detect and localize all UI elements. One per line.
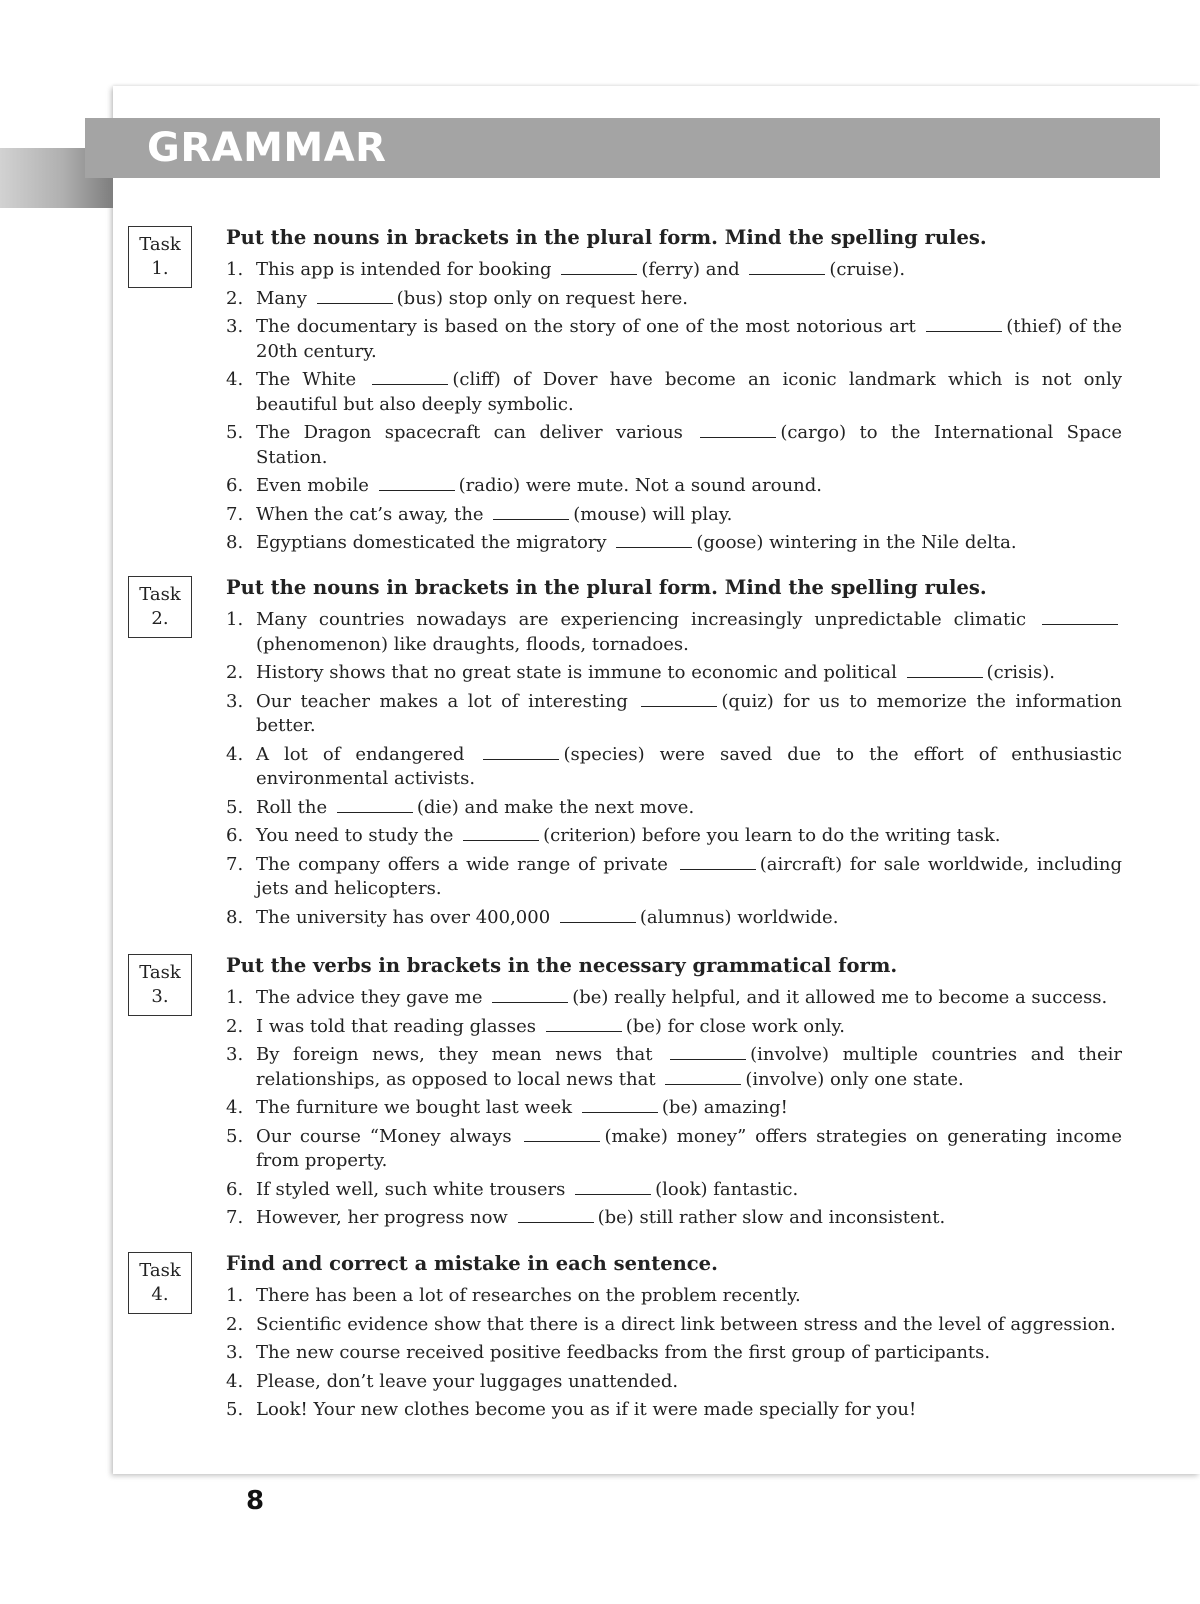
task-label-box [128,226,192,288]
exercise-item [226,1398,1122,1423]
item-text: (crisis). [986,662,1055,683]
item-number: 5. [226,796,244,818]
exercise-item [226,474,1122,499]
answer-blank[interactable] [907,663,983,678]
item-text: (alumnus) worldwide. [639,906,839,928]
item-number: 8. [226,532,244,553]
item-text: (cargo) to the International Space Station. [256,422,1122,468]
exercise-item [226,287,1122,312]
item-text: When the cat’s away, the [256,503,490,525]
item-number: 5. [226,422,244,443]
item-text: (criterion) before you learn to do the writing task. [543,825,1001,846]
item-number: 7. [226,1207,244,1228]
item-number: 6. [226,1178,244,1200]
section-header [85,118,1160,178]
exercise-item [226,1125,1122,1174]
exercise-item [226,824,1122,849]
item-number: 5. [226,1399,244,1420]
task-number: 3. [151,986,169,1007]
item-text: History shows that no great state is immune to economic and political [256,662,903,683]
task-label: Task [139,1260,181,1281]
item-text: (aircraft) for sale worldwide, including jets and helicopters. [256,853,1122,899]
task-instruction: Find and correct a mistake in each sentence. [226,1252,718,1275]
item-text: Our course “Money always [256,1125,521,1147]
item-number: 6. [226,825,244,846]
answer-blank[interactable] [749,260,825,275]
item-text: However, her progress now [256,1207,514,1228]
item-text: (involve) multiple countries and their relationships, as opposed to local news that [256,1044,1122,1090]
item-text: Please, don’t leave your luggages unattended. [256,1370,679,1392]
exercise-item [226,1178,1122,1203]
item-text: (involve) only one state. [745,1068,964,1090]
answer-blank[interactable] [560,908,636,923]
exercise-list [226,986,1122,1235]
item-text: I was told that reading glasses [256,1015,542,1037]
answer-blank[interactable] [372,370,448,385]
answer-blank[interactable] [492,988,568,1003]
exercise-list [226,608,1122,934]
answer-blank[interactable] [670,1045,746,1060]
item-text: (be) for close work only. [625,1015,845,1037]
exercise-item [226,906,1122,931]
item-text: Our teacher makes a lot of interesting [256,690,638,712]
item-text: Many countries nowadays are experiencing increasingly unpredictable climatic [256,609,1038,630]
item-text: This app is intended for booking [256,259,558,280]
exercise-list [226,1284,1122,1427]
task-label-box [128,576,192,638]
item-text: (radio) were mute. Not a sound around. [458,475,822,496]
item-text: (die) and make the next move. [416,796,695,818]
answer-blank[interactable] [700,423,776,438]
task-instruction: Put the nouns in brackets in the plural form. Mind the spelling rules. [226,226,987,249]
item-text: (quiz) for us to memorize the information better. [256,690,1123,736]
item-number: 4. [226,369,244,390]
answer-blank[interactable] [379,476,455,491]
exercise-item [226,986,1122,1011]
item-text: The Dragon spacecraft can deliver various [256,422,697,443]
item-number: 5. [226,1125,244,1147]
item-text: Roll the [256,796,333,818]
task-number: 4. [151,1284,169,1305]
item-text: (make) money” offers strategies on generating income from property. [256,1125,1122,1171]
item-number: 4. [226,1370,244,1392]
answer-blank[interactable] [561,260,637,275]
exercise-item [226,661,1122,686]
item-text: (be) really helpful, and it allowed me to become a success. [572,987,1108,1008]
item-number: 3. [226,690,244,712]
exercise-item [226,531,1122,556]
item-text: If styled well, such white trousers [256,1178,572,1200]
item-text: The advice they gave me [256,987,489,1008]
exercise-item [226,1206,1122,1231]
item-text: The documentary is based on the story of one of the most notorious art [256,316,923,337]
item-text: The university has over 400,000 [256,906,556,928]
item-number: 2. [226,662,244,683]
item-text: (mouse) will play. [573,503,733,525]
exercise-item [226,1096,1122,1121]
item-text: (cliff) of Dover have become an iconic landmark which is not only beautiful but also deeply symbolic. [256,369,1123,415]
item-text: Look! Your new clothes become you as if it were made specially for you! [256,1399,917,1420]
item-text: By foreign news, they mean news that [256,1044,667,1065]
item-number: 1. [226,987,244,1008]
answer-blank[interactable] [680,855,756,870]
answer-blank[interactable] [524,1127,600,1142]
exercise-item [226,1043,1122,1092]
item-text: Scientific evidence show that there is a direct link between stress and the level of aggression. [256,1313,1116,1335]
answer-blank[interactable] [483,745,559,760]
item-number: 1. [226,1285,244,1306]
exercise-item [226,853,1122,902]
exercise-item [226,503,1122,528]
item-number: 3. [226,1342,244,1363]
task-label-box [128,1252,192,1314]
exercise-item [226,1313,1122,1338]
exercise-item [226,743,1122,792]
exercise-list [226,258,1122,560]
answer-blank[interactable] [616,533,692,548]
item-number: 1. [226,259,244,280]
item-text: (phenomenon) like draughts, floods, tornadoes. [256,633,689,655]
item-text: (species) were saved due to the effort of enthusiastic environmental activists. [256,743,1122,789]
exercise-item [226,608,1122,657]
exercise-item [226,258,1122,283]
item-number: 1. [226,609,244,630]
item-number: 2. [226,1313,244,1335]
answer-blank[interactable] [518,1208,594,1223]
task-label-box [128,954,192,1016]
item-text: Even mobile [256,475,375,496]
task-instruction: Put the nouns in brackets in the plural form. Mind the spelling rules. [226,576,987,599]
item-text: The White [256,369,369,390]
item-number: 2. [226,1015,244,1037]
exercise-item [226,690,1122,739]
answer-blank[interactable] [582,1098,658,1113]
item-number: 4. [226,1097,244,1118]
exercise-item [226,1370,1122,1395]
item-text: (ferry) and [641,259,746,280]
item-text: (be) still rather slow and inconsistent. [597,1207,946,1228]
item-number: 3. [226,1044,244,1065]
exercise-item [226,1015,1122,1040]
item-number: 7. [226,853,244,875]
task-label: Task [139,234,181,255]
item-text: (look) fantastic. [655,1178,799,1200]
item-text: A lot of endangered [256,743,480,765]
item-text: There has been a lot of researches on the problem recently. [256,1285,801,1306]
task-label: Task [139,962,181,983]
item-number: 7. [226,503,244,525]
answer-blank[interactable] [463,826,539,841]
exercise-item [226,1341,1122,1366]
item-text: The furniture we bought last week [256,1097,578,1118]
item-text: (bus) stop only on request here. [396,287,688,309]
exercise-item [226,368,1122,417]
item-text: You need to study the [256,825,460,846]
item-number: 8. [226,906,244,928]
exercise-item [226,421,1122,470]
answer-blank[interactable] [926,317,1002,332]
task-number: 1. [151,258,169,279]
item-text: (be) amazing! [661,1097,788,1118]
item-text: Many [256,287,313,309]
page-number: 8 [246,1486,265,1516]
exercise-item [226,796,1122,821]
exercise-item [226,1284,1122,1309]
answer-blank[interactable] [493,505,569,520]
item-number: 4. [226,743,244,765]
answer-blank[interactable] [665,1070,741,1085]
exercise-item [226,315,1122,364]
task-instruction: Put the verbs in brackets in the necessary grammatical form. [226,954,898,977]
item-number: 2. [226,287,244,309]
answer-blank[interactable] [337,798,413,813]
item-text: (thief) of the 20th century. [256,316,1122,362]
task-label: Task [139,584,181,605]
item-text: The new course received positive feedbacks from the first group of participants. [256,1342,991,1363]
item-number: 3. [226,316,244,337]
answer-blank[interactable] [575,1180,651,1195]
answer-blank[interactable] [641,692,717,707]
answer-blank[interactable] [546,1017,622,1032]
item-text: Egyptians domesticated the migratory [256,532,613,553]
item-text: (goose) wintering in the Nile delta. [696,532,1017,553]
item-text: (cruise). [829,259,906,280]
item-number: 6. [226,475,244,496]
answer-blank[interactable] [1042,610,1118,625]
item-text: The company offers a wide range of private [256,853,676,875]
section-title: GRAMMAR [147,125,387,171]
answer-blank[interactable] [317,289,393,304]
task-number: 2. [151,608,169,629]
